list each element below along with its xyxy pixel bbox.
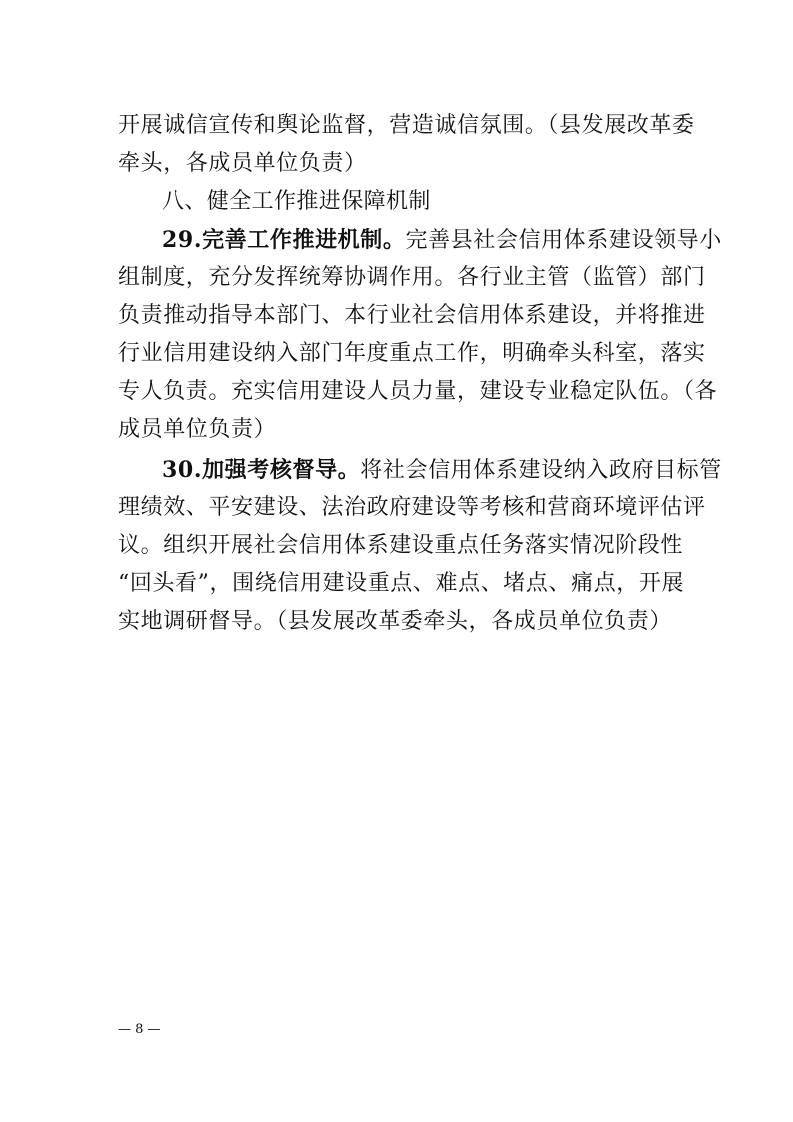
item-29-text: 完善县社会信用体系建设领导小 [405, 228, 722, 253]
section-heading: 八、健全工作推进保障机制 [162, 189, 431, 214]
item-30-first-line [162, 452, 722, 488]
body-text-line: 负责推动指导本部门、本行业社会信用体系建设，并将推进 [118, 303, 706, 328]
body-text-line: 实地调研督导。（县发展改革委牵头，各成员单位负责） [118, 609, 673, 634]
page-number: — 8 — [118, 1022, 161, 1037]
body-text-line: “回头看”，围绕信用建设重点、难点、堵点、痛点，开展 [118, 571, 685, 596]
body-text-line: 议。组织开展社会信用体系建设重点任务落实情况阶段性 [118, 533, 684, 558]
body-text-line: 行业信用建设纳入部门年度重点工作，明确牵头科室，落实 [118, 341, 706, 366]
item-30-text: 将社会信用体系建设纳入政府目标管 [360, 458, 722, 483]
body-text-line: 开展诚信宣传和舆论监督，营造诚信氛围。（县发展改革委 [118, 113, 695, 138]
body-text-line: 理绩效、平安建设、法治政府建设等考核和营商环境评估评 [118, 495, 706, 520]
body-text-line: 成员单位负责） [118, 417, 277, 442]
body-text-line: 专人负责。充实信用建设人员力量，建设专业稳定队伍。（各 [118, 379, 718, 404]
body-text-line: 组制度，充分发挥统筹协调作用。各行业主管（监管）部门 [118, 265, 706, 290]
body-text-line: 牵头，各成员单位负责） [118, 151, 367, 176]
item-29-title: 29.完善工作推进机制。 [162, 227, 406, 253]
item-30-title: 30.加强考核督导。 [162, 457, 361, 483]
item-29-first-line [162, 222, 722, 258]
